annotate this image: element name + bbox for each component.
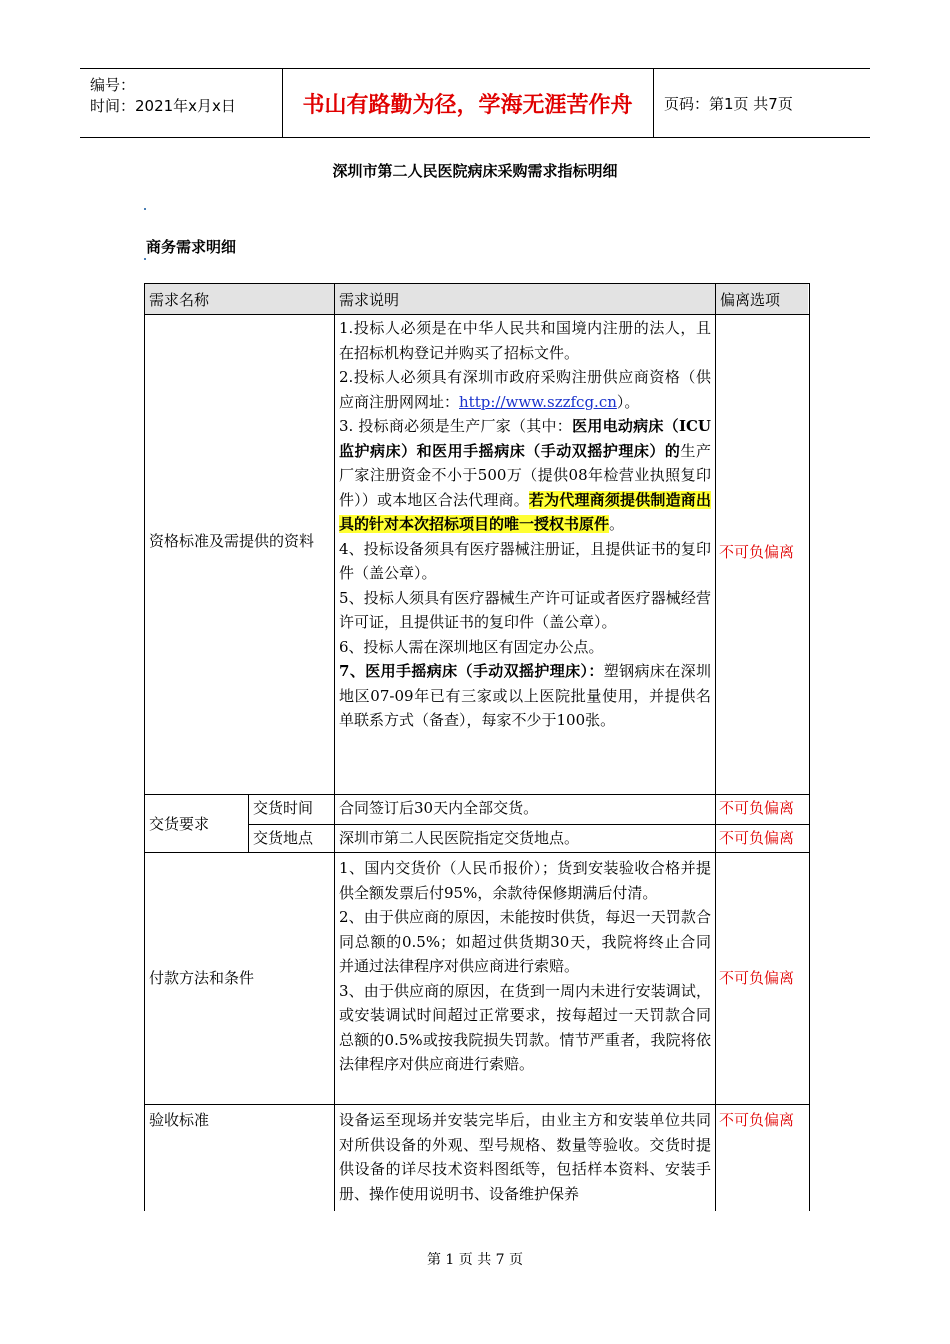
time-label: 时间：2021年x月x日	[90, 97, 236, 115]
qualification-item-3-highlight: 若为代理商须提供制造商出具的针对本次招标项目的唯一授权书原件	[339, 490, 711, 533]
qualification-item-1: 1.投标人必须是在中华人民共和国境内注册的法人，且在招标机构登记并购买了招标文件。	[339, 319, 711, 362]
delivery-time-text: 合同签订后30天内全部交货。	[339, 799, 539, 817]
supplier-registration-link[interactable]: http://www.szzfcg.cn	[459, 392, 617, 411]
qualification-item-4: 4、投标设备须具有医疗器械注册证，且提供证书的复印件（盖公章）。	[339, 539, 711, 582]
document-title: 深圳市第二人民医院病床采购需求指标明细	[332, 162, 618, 180]
table-rule	[145, 794, 809, 795]
delivery-place-label: 交货地点	[253, 829, 314, 847]
qualification-item-2-text: 2.投标人必须具有深圳市政府采购注册供应商资格（供应商注册网网址：	[339, 368, 711, 411]
acceptance-name: 验收标准	[149, 1111, 210, 1129]
delivery-place-deviation: 不可负偏离	[719, 829, 795, 847]
table-rule	[145, 314, 809, 315]
payment-desc	[335, 856, 715, 1077]
decorative-dot	[144, 258, 146, 260]
payment-item-3: 3、由于供应商的原因，在货到一周内未进行安装调试，或安装调试时间超过正常要求，按每超过一天罚款合同总额的0.5%或按我院损失罚款。情节严重者，我院将依法律程序对供应商进行索赔。	[339, 981, 711, 1073]
header-meta	[80, 69, 283, 137]
page-header	[80, 68, 870, 138]
qualification-item-5: 5、投标人须具有医疗器械生产许可证或者医疗器械经营许可证，且提供证书的复印件（盖公章）。	[339, 588, 711, 631]
payment-deviation: 不可负偏离	[719, 969, 795, 987]
qualification-item-3-text: 3. 投标商必须是生产厂家（其中：	[339, 417, 573, 435]
qualification-item-2-end: ）。	[616, 392, 640, 411]
qualification-name: 资格标准及需提供的资料	[149, 532, 315, 550]
qualification-item-3-bold: 医用电动病床（ICU监护病床）和医用手摇病床（手动双摇护理床）的	[339, 417, 711, 460]
header-slogan: 书山有路勤为径，学海无涯苦作舟	[282, 69, 654, 137]
table-rule	[715, 284, 716, 1211]
qualification-item-3-mid: 生产厂家注册资金不小于500万（提供08年检营业执照复印件））或本地区合法代理商。	[339, 441, 711, 509]
header-cell-desc: 需求说明	[335, 284, 715, 314]
table-rule	[145, 1104, 809, 1105]
qualification-item-7-bold: 7、医用手摇病床（手动双摇护理床）：	[339, 662, 604, 680]
section-title: 商务需求明细	[146, 238, 237, 256]
qualification-item-6: 6、投标人需在深圳地区有固定办公点。	[339, 637, 604, 656]
qualification-item-7-text: 塑钢病床在深圳地区07-09年已有三家或以上医院批量使用，并提供名单联系方式（备查），每家不少于100张。	[339, 662, 711, 729]
table-rule	[334, 284, 335, 1211]
header-cell-name: 需求名称	[145, 284, 334, 314]
qualification-item-7	[339, 659, 711, 733]
delivery-place-text: 深圳市第二人民医院指定交货地点。	[339, 829, 580, 847]
qualification-deviation: 不可负偏离	[719, 543, 795, 561]
qualification-desc	[335, 316, 715, 733]
acceptance-deviation: 不可负偏离	[719, 1111, 795, 1129]
table-rule	[248, 794, 249, 852]
payment-name: 付款方法和条件	[149, 969, 255, 987]
code-label: 编号：	[90, 76, 136, 94]
qualification-item-3	[339, 414, 711, 537]
acceptance-desc: 设备运至现场并安装完毕后，由业主方和安装单位共同对所供设备的外观、型号规格、数量等验收。交货时提供设备的详尽技术资料图纸等，包括样本资料、安装手册、操作使用说明书、设备维护保养	[339, 1111, 711, 1203]
delivery-name: 交货要求	[149, 815, 210, 833]
delivery-time-label: 交货时间	[253, 799, 314, 817]
table-rule	[249, 824, 809, 825]
decorative-dot	[144, 208, 146, 210]
payment-item-1: 1、国内交货价（人民币报价）；货到安装验收合格并提供全额发票后付95%，余款待保修期满后付清。	[339, 859, 711, 902]
requirements-table	[144, 283, 810, 1211]
table-rule	[145, 852, 809, 853]
qualification-item-2	[339, 365, 711, 414]
payment-item-2: 2、由于供应商的原因，未能按时供货，每迟一天罚款合同总额的0.5%；如超过供货期30天，我院将终止合同并通过法律程序对供应商进行索赔。	[339, 908, 711, 975]
header-page-info: 页码：第1页 共7页	[664, 95, 793, 113]
page-footer: 第 1 页 共 7 页	[426, 1252, 524, 1268]
qualification-item-3-end: 。	[609, 515, 625, 533]
header-cell-deviation: 偏离选项	[716, 284, 808, 314]
delivery-time-deviation: 不可负偏离	[719, 799, 795, 817]
